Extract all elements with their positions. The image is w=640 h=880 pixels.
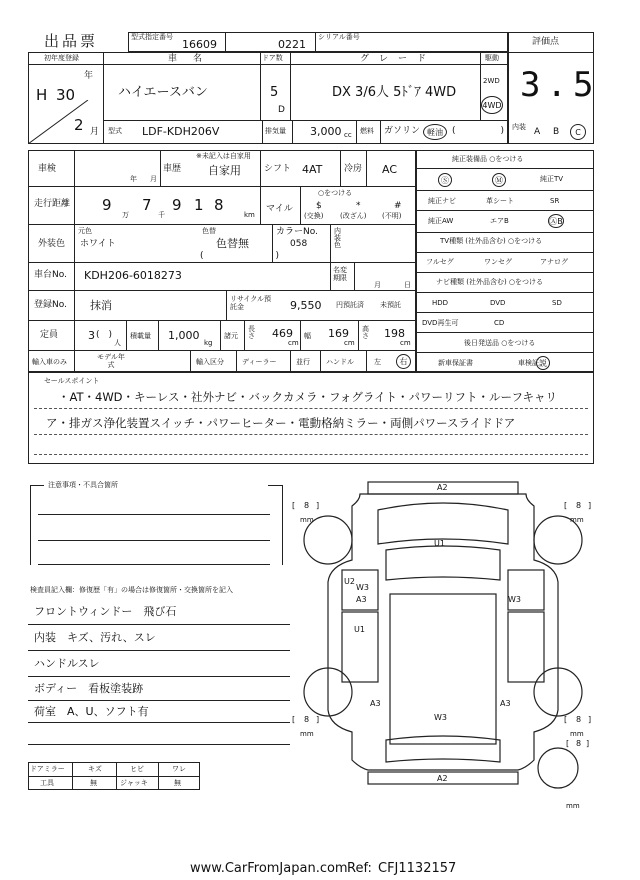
- damage-mark: A2: [437, 774, 448, 783]
- footer-ref-label: Ref:: [347, 861, 372, 876]
- damage-mark: W3: [508, 595, 521, 604]
- equipment-mark: Ⓢ: [438, 173, 452, 187]
- svg-text:[: [: [564, 715, 568, 724]
- reg-year: 30: [56, 86, 76, 104]
- footer-ref: CFJ1132157: [378, 861, 457, 876]
- chassis-number: KDH206-6018273: [84, 269, 182, 282]
- svg-text:8: 8: [576, 739, 582, 748]
- score-value: 3.5: [520, 65, 600, 105]
- fuel-diesel-circled: 軽油: [423, 124, 447, 140]
- reg-era: H: [36, 86, 48, 104]
- length: 469: [272, 327, 293, 340]
- damage-mark: A3: [356, 595, 367, 604]
- svg-text:8: 8: [304, 501, 310, 510]
- inspector-label: 検査員記入欄：修復歴「有」の場合は修復箇所・交換箇所を記入: [30, 586, 233, 594]
- orig-color: ホワイト: [80, 239, 116, 249]
- svg-text:mm: mm: [566, 802, 580, 810]
- svg-text:8: 8: [304, 715, 310, 724]
- model-code: 16609: [182, 38, 217, 51]
- serial-label: シリアル番号: [318, 33, 360, 41]
- drive-4wd-circled: 4WD: [481, 96, 503, 114]
- displacement: 3,000: [310, 125, 342, 138]
- mileage-digit: 1: [194, 196, 204, 214]
- svg-text:8: 8: [576, 501, 582, 510]
- equipment-mark: 説: [536, 356, 550, 370]
- color-change: 色替無: [216, 237, 249, 250]
- svg-text:]: ]: [316, 715, 320, 724]
- car-name-label: 車名: [168, 54, 219, 64]
- model-code-label: 型式指定番号: [131, 33, 173, 41]
- doors-label: ドア数: [262, 54, 283, 62]
- class-code: 0221: [278, 38, 306, 51]
- handle-right-circled: 右: [396, 354, 411, 369]
- svg-text:]: ]: [586, 739, 590, 748]
- damage-mark: W3: [434, 713, 447, 722]
- equipment-mark: ⒶB: [548, 214, 564, 228]
- sales-line-1: ・AT・4WD・キーレス・社外ナビ・バックカメラ・フォグライト・パワーリフト・ルーフキャリ: [58, 390, 558, 404]
- capacity: 3: [88, 329, 95, 342]
- score-label: 評価点: [532, 37, 560, 47]
- color-no: 058: [290, 239, 308, 249]
- damage-mark: A3: [370, 699, 381, 708]
- equipment-mark: Ⓜ: [492, 173, 506, 187]
- svg-text:mm: mm: [570, 730, 584, 738]
- doors: 5: [270, 85, 279, 100]
- svg-text:]: ]: [316, 501, 320, 510]
- drive-2wd: 2WD: [483, 77, 500, 85]
- damage-mark: A2: [437, 483, 448, 492]
- note-item: ボディー 看板塗装跡: [34, 682, 144, 695]
- svg-text:[: [: [566, 739, 570, 748]
- first-reg-label: 初年度登録: [44, 54, 79, 62]
- model-type: LDF-KDH206V: [142, 125, 220, 138]
- load: 1,000: [168, 329, 200, 342]
- width: 169: [328, 327, 349, 340]
- svg-text:[: [: [292, 501, 296, 510]
- svg-text:mm: mm: [570, 516, 584, 524]
- svg-text:mm: mm: [300, 730, 314, 738]
- note-item: 荷室 A、U、ソフト有: [34, 705, 149, 718]
- mileage-digit: 8: [214, 196, 224, 214]
- damage-mark: U2: [344, 577, 355, 586]
- svg-text:]: ]: [588, 501, 592, 510]
- note-item: ハンドルスレ: [34, 657, 100, 670]
- sheet-title: 出品票: [44, 32, 99, 50]
- shift: 4AT: [302, 163, 323, 176]
- registration: 抹消: [90, 299, 112, 312]
- car-name: ハイエースバン: [118, 85, 208, 100]
- car-damage-diagram: [290, 470, 610, 820]
- height: 198: [384, 327, 405, 340]
- svg-text:[: [: [292, 715, 296, 724]
- sales-line-2: ア・排ガス浄化装置スイッチ・パワーヒーター・電動格納ミラー・両側パワースライドドア: [46, 416, 516, 430]
- mileage-digit: 9: [102, 196, 112, 214]
- interior-grade-c-circled: C: [570, 124, 586, 140]
- grade-label: グレード: [360, 54, 437, 64]
- mileage-digit: 9: [172, 196, 182, 214]
- reg-month: 2: [74, 116, 84, 134]
- svg-text:]: ]: [588, 715, 592, 724]
- interior-label: 内装: [512, 123, 526, 131]
- grade: DX 3/6人 5ﾄﾞｱ 4WD: [332, 85, 457, 100]
- note-item: フロントウィンドー 飛び石: [34, 605, 177, 618]
- damage-mark: A3: [500, 699, 511, 708]
- damage-mark: U1: [434, 539, 445, 548]
- damage-mark: U1: [354, 625, 365, 634]
- mileage-digit: 7: [142, 196, 152, 214]
- footer-site: www.CarFromJapan.com: [190, 861, 348, 876]
- svg-text:8: 8: [576, 715, 582, 724]
- note-item: 内装 キズ、汚れ、スレ: [34, 631, 156, 644]
- ac: AC: [382, 163, 398, 176]
- svg-text:mm: mm: [300, 516, 314, 524]
- damage-mark: W3: [356, 583, 369, 592]
- svg-text:[: [: [564, 501, 568, 510]
- recycle-fee: 9,550: [290, 299, 322, 312]
- usage: 自家用: [208, 164, 241, 177]
